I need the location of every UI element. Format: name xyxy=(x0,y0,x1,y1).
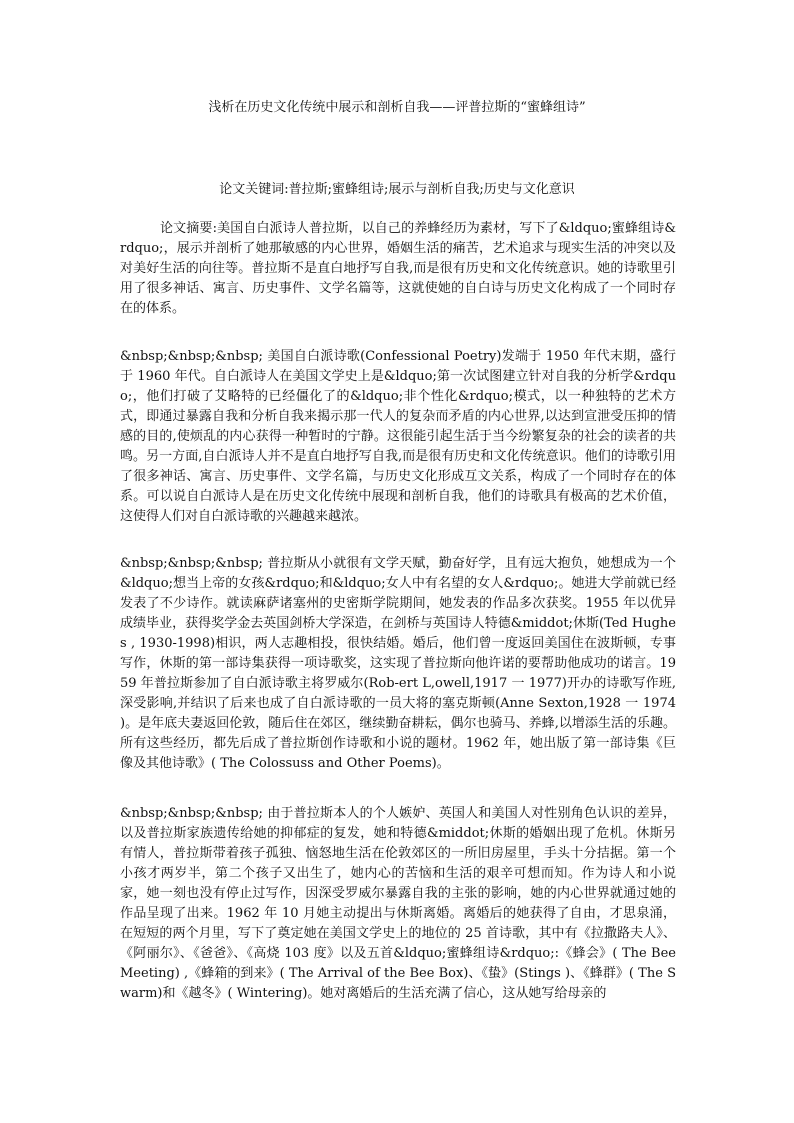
body-paragraph-1: &nbsp;&nbsp;&nbsp; 美国自白派诗歌(Confessional Poetry)发端于 1950 年代末期，盛行于 1960 年代。自白派诗人在美国文学史上是&ldquo;第一次试图建立针对自我的分析学&rdquo;，他们打破了艾略特的已经僵化了的&ldquo;非个性化&rdquo;模式，以一种独特的艺术方式，即通过暴露自我和分析自我来揭示那一代人的复杂而矛盾的内心世界,以达到宣泄受压抑的情感的目的,使烦乱的内心获得一种暂时的宁静。这很能引起生活于当今纷繁复杂的社会的读者的共鸣。另一方面,自白派诗人并不是直白地抒写自我,而是很有历史和文化传统意识。他们的诗歌引用了很多神话、寓言、历史事件、文学名篇，与历史文化形成互文关系，构成了一个同时存在的体系。可以说自白派诗人是在历史文化传统中展现和剖析自我，他们的诗歌具有极高的艺术价值，这使得人们对自白派诗歌的兴趣越来越浓。 xyxy=(120,349,676,524)
document-title: 浅析在历史文化传统中展示和剖析自我——评普拉斯的“蜜蜂组诗” xyxy=(208,100,586,115)
abstract-paragraph: 论文摘要:美国自白派诗人普拉斯，以自己的养蜂经历为素材，写下了&ldquo;蜜蜂组诗&rdquo;，展示并剖析了她那敏感的内心世界，婚姻生活的痛苦，艺术追求与现实生活的冲突以及对美好生活的向往等。普拉斯不是直白地抒写自我,而是很有历史和文化传统意识。她的诗歌里引用了很多神话、寓言、历史事件、文学名篇等，这就使她的自白诗与历史文化构成了一个同时存在的体系。 xyxy=(120,221,676,316)
keywords-line: 论文关键词:普拉斯;蜜蜂组诗;展示与剖析自我;历史与文化意识 xyxy=(219,182,575,197)
body-paragraph-3: &nbsp;&nbsp;&nbsp; 由于普拉斯本人的个人嫉妒、英国人和美国人对性别角色认识的差异，以及普拉斯家族遗传给她的抑郁症的复发，她和特德&middot;休斯的婚姻出现了危机。休斯另有情人，普拉斯带着孩子孤独、恼怒地生活在伦敦郊区的一所旧房屋里，手头十分拮据。第一个小孩才两岁半，第二个孩子又出生了，她内心的苦恼和生活的艰辛可想而知。作为诗人和小说家，她一刻也没有停止过写作，因深受罗威尔暴露自我的主张的影响，她的内心世界就通过她的作品呈现了出来。1962 年 10 月她主动提出与休斯离婚。离婚后的她获得了自由，才思泉涌，在短短的两个月里，写下了奠定她在美国文学史上的地位的 25 首诗歌，其中有《拉撒路夫人》、《阿丽尔》、《爸爸》、《高烧 103 度》以及五首&ldquo;蜜蜂组诗&rdquo;:《蜂会》( The Bee Meeting) ,《蜂箱的到来》( The Arrival of the Bee Box)、《蛰》(Stings )、《蜂群》( The Swarm)和《越冬》( Wintering)。她对离婚后的生活充满了信心，这从她写给母亲的 xyxy=(120,806,676,1001)
body-paragraph-2: &nbsp;&nbsp;&nbsp; 普拉斯从小就很有文学天赋，勤奋好学，且有远大抱负，她想成为一个&ldquo;想当上帝的女孩&rdquo;和&ldquo;女人中有名望的女人&rdquo;。她进大学前就已经发表了不少诗作。就读麻萨诸塞州的史密斯学院期间，她发表的作品多次获奖。1955 年以优异成绩毕业，获得奖学金去英国剑桥大学深造，在剑桥与英国诗人特德&middot;休斯(Ted Hughes , 1930-1998)相识，两人志趣相投，很快结婚。婚后，他们曾一度返回美国住在波斯顿，专事写作，休斯的第一部诗集获得一项诗歌奖，这实现了普拉斯向他许诺的要帮助他成功的诺言。1959 年普拉斯参加了自白派诗歌主将罗威尔(Rob-ert L,owell,1917 一 1977)开办的诗歌写作班,深受影响,并结识了后来也成了自白派诗歌的一员大将的塞克斯顿(Anne Sexton,1928 一 1974 )。是年底夫妻返回伦敦，随后住在郊区，继续勤奋耕耘，偶尔也骑马、养蜂,以增添生活的乐趣。所有这些经历，都先后成了普拉斯创作诗歌和小说的题材。1962 年，她出版了第一部诗集《巨像及其他诗歌》( The Colossuss and Other Poems)。 xyxy=(120,556,676,771)
